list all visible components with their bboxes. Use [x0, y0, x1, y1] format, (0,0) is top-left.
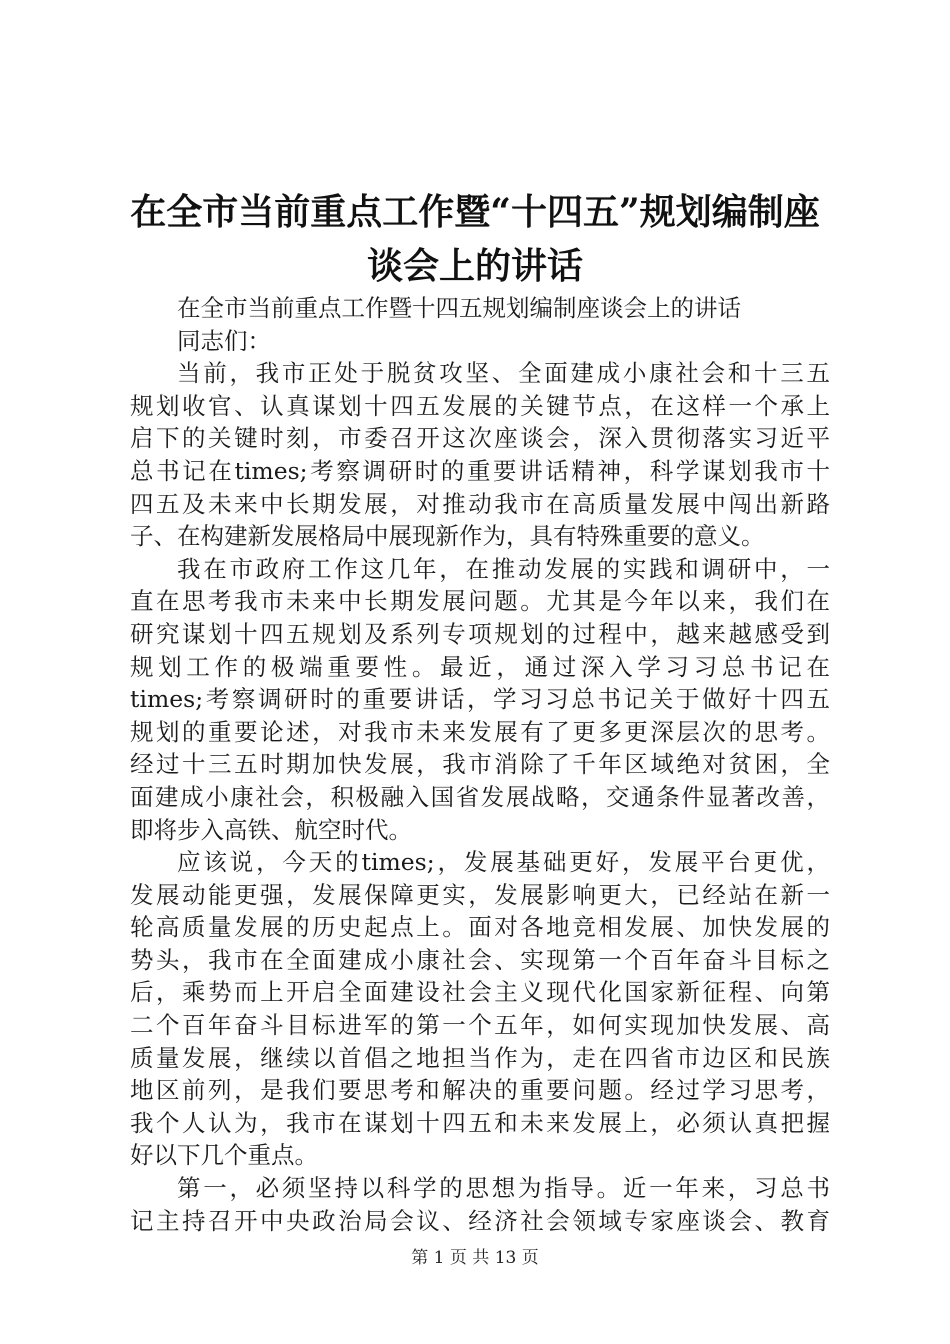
document-title-line-2: 谈会上的讲话 [366, 245, 583, 287]
body-line: 好以下几个重点。 [130, 1141, 318, 1170]
body-line: 二个百年奋斗目标进军的第一个五年，如何实现加快发展、高 [130, 1011, 830, 1040]
body-line: 子、在构建新发展格局中展现新作为，具有特殊重要的意义。 [130, 522, 765, 551]
body-line: 应该说，今天的times;，发展基础更好，发展平台更优， [177, 848, 830, 877]
body-line: 直在思考我市未来中长期发展问题。尤其是今年以来，我们在 [130, 587, 830, 616]
body-line: 记主持召开中央政治局会议、经济社会领域专家座谈会、教育 [130, 1206, 830, 1235]
body-line: 启下的关键时刻，市委召开这次座谈会，深入贯彻落实习近平 [130, 424, 830, 453]
body-line: 地区前列，是我们要思考和解决的重要问题。经过学习思考， [130, 1076, 830, 1105]
page-footer: 第 1 页 共 13 页 [411, 1248, 539, 1268]
body-line: times;考察调研时的重要讲话，学习习总书记关于做好十四五 [130, 685, 830, 714]
document-title-line-1: 在全市当前重点工作暨“十四五”规划编制座 [130, 191, 820, 233]
body-line: 面建成小康社会，积极融入国省发展战略，交通条件显著改善， [130, 782, 830, 811]
body-line: 经过十三五时期加快发展，我市消除了千年区域绝对贫困，全 [130, 750, 830, 779]
body-line: 势头，我市在全面建成小康社会、实现第一个百年奋斗目标之 [130, 945, 830, 974]
document-body [130, 292, 830, 1237]
body-line: 我个人认为，我市在谋划十四五和未来发展上，必须认真把握 [130, 1108, 830, 1137]
body-line: 第一，必须坚持以科学的思想为指导。近一年来，习总书 [177, 1174, 830, 1203]
body-line: 四五及未来中长期发展，对推动我市在高质量发展中闯出新路 [130, 489, 830, 518]
body-line: 同志们： [177, 326, 271, 355]
body-line: 规划的重要论述，对我市未来发展有了更多更深层次的思考。 [130, 717, 830, 746]
body-line: 研究谋划十四五规划及系列专项规划的过程中，越来越感受到 [130, 619, 830, 648]
body-line: 在全市当前重点工作暨十四五规划编制座谈会上的讲话 [177, 294, 741, 322]
body-line: 总书记在times;考察调研时的重要讲话精神，科学谋划我市十 [130, 456, 830, 485]
body-line: 发展动能更强，发展保障更实，发展影响更大，已经站在新一 [130, 880, 830, 909]
body-line: 轮高质量发展的历史起点上。面对各地竞相发展、加快发展的 [130, 913, 830, 942]
body-line: 质量发展，继续以首倡之地担当作为，走在四省市边区和民族 [130, 1043, 830, 1072]
body-line: 我在市政府工作这几年，在推动发展的实践和调研中，一 [177, 554, 830, 583]
body-line: 即将步入高铁、航空时代。 [130, 815, 412, 844]
body-line: 后，乘势而上开启全面建设社会主义现代化国家新征程、向第 [130, 978, 830, 1007]
body-line: 规划工作的极端重要性。最近，通过深入学习习总书记在 [130, 652, 830, 681]
body-line: 当前，我市正处于脱贫攻坚、全面建成小康社会和十三五 [177, 359, 830, 388]
body-line: 规划收官、认真谋划十四五发展的关键节点，在这样一个承上 [130, 391, 830, 420]
